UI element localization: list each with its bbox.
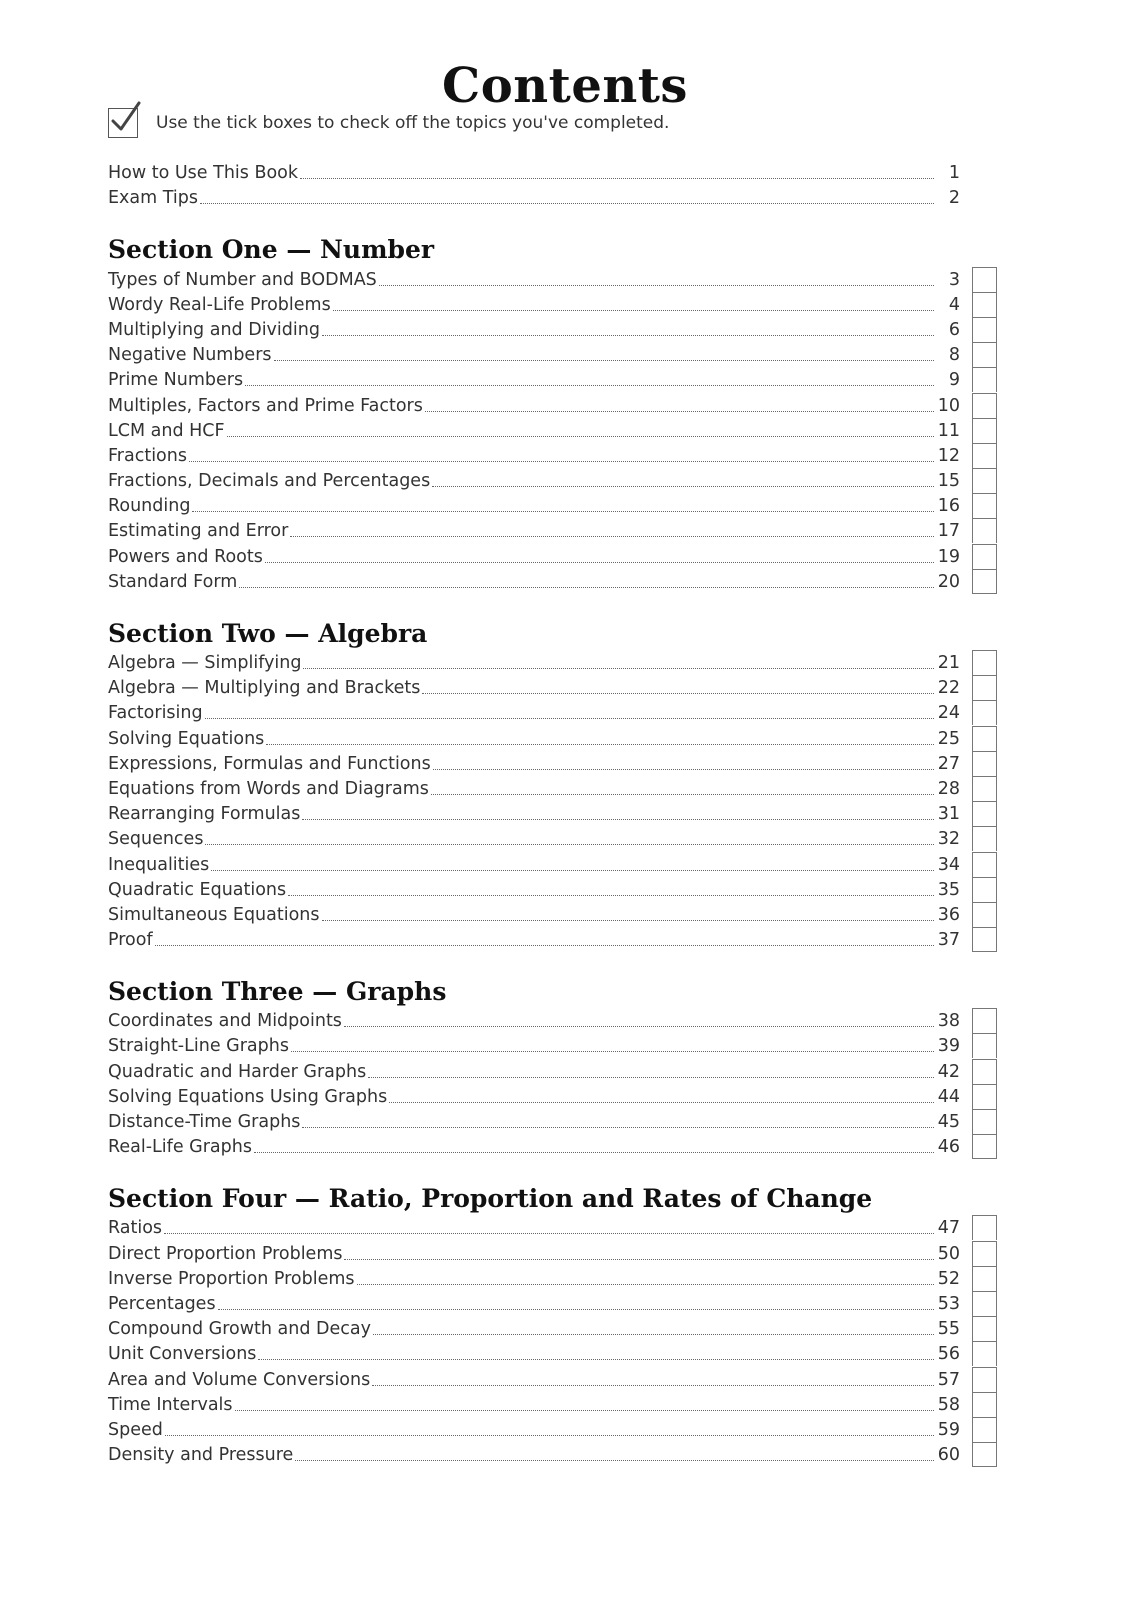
entry-title: Area and Volume Conversions [108,1369,371,1390]
entry-page: 15 [937,471,960,492]
entry-title: Multiples, Factors and Prime Factors [108,395,423,416]
entry-title: Simultaneous Equations [108,904,320,925]
tick-box[interactable] [972,877,997,902]
entry-title: Exam Tips [108,188,198,209]
section-heading: Section Two — Algebra [108,618,428,648]
toc-entry[interactable] [108,1058,998,1083]
entry-title: Inverse Proportion Problems [108,1268,355,1289]
entry-title: Fractions [108,445,187,466]
dot-leader [205,717,934,719]
toc-entry[interactable] [108,443,998,468]
entry-page: 39 [937,1036,960,1057]
tick-box[interactable] [972,393,997,418]
entry-title: Multiplying and Dividing [108,319,320,340]
entry-page: 57 [937,1369,960,1390]
toc-entry[interactable] [108,1341,998,1366]
dot-leader [300,177,934,179]
toc-entry-how-to-use[interactable] [108,160,998,185]
tick-box[interactable] [972,1367,997,1392]
toc-entry[interactable] [108,1316,998,1341]
entry-page: 46 [937,1137,960,1158]
dot-leader [302,818,934,820]
tick-box[interactable] [972,544,997,569]
section-heading: Section One — Number [108,235,435,265]
entry-title: Inequalities [108,854,210,875]
instruction-text: Use the tick boxes to check off the topics you've completed. [156,113,670,133]
entry-title: Unit Conversions [108,1344,257,1365]
dot-leader [344,1258,934,1260]
dot-leader [266,743,934,745]
entry-page: 47 [937,1218,960,1239]
entry-title: Real-Life Graphs [108,1137,252,1158]
entry-page: 32 [937,829,960,850]
toc-entry[interactable] [108,1442,998,1467]
entry-page: 22 [937,678,960,699]
dot-leader [254,1151,934,1153]
dot-leader [303,667,934,669]
entry-page: 36 [937,904,960,925]
toc-entry[interactable] [108,569,998,594]
entry-page: 10 [937,395,960,416]
entry-title: Negative Numbers [108,345,272,366]
entry-page: 52 [937,1268,960,1289]
entry-page: 1 [948,163,960,184]
toc-entry[interactable] [108,1240,998,1265]
section-heading: Section Three — Graphs [108,977,447,1007]
dot-leader [422,692,934,694]
tick-box[interactable] [972,1392,997,1417]
toc-entry[interactable] [108,342,998,367]
entry-title: Speed [108,1419,163,1440]
entry-page: 60 [937,1445,960,1466]
toc-entry[interactable] [108,292,998,317]
entry-title: Rearranging Formulas [108,804,301,825]
entry-page: 25 [937,728,960,749]
toc-entry[interactable] [108,650,998,675]
tick-box[interactable] [972,443,997,468]
toc-entry[interactable] [108,518,998,543]
entry-page: 6 [948,319,960,340]
tick-box[interactable] [972,726,997,751]
entry-title: Distance-Time Graphs [108,1112,301,1132]
section-1 [108,234,998,593]
entry-title: Standard Form [108,571,238,592]
dot-leader [290,535,934,537]
dot-leader [164,1232,934,1234]
entry-page: 56 [937,1344,960,1365]
toc-entry[interactable] [108,902,998,927]
tick-box[interactable] [972,927,997,952]
entry-page: 42 [937,1061,960,1082]
tick-box[interactable] [972,1033,997,1058]
entry-title: Solving Equations Using Graphs [108,1086,388,1107]
dot-leader [379,284,934,286]
entry-title: Algebra — Multiplying and Brackets [108,678,421,699]
tick-box[interactable] [972,292,997,317]
entry-page: 50 [937,1243,960,1264]
dot-leader [265,561,934,563]
entry-title: Algebra — Simplifying [108,653,302,673]
toc-entry[interactable] [108,1291,998,1316]
dot-leader [274,359,934,361]
entry-title: Straight-Line Graphs [108,1036,289,1057]
tick-box[interactable] [972,751,997,776]
entry-page: 59 [937,1419,960,1440]
toc-entry[interactable] [108,927,998,952]
entry-title: Equations from Words and Diagrams [108,778,429,799]
toc-entry[interactable] [108,493,998,518]
dot-leader [227,435,934,437]
entry-page: 2 [948,188,960,209]
tick-box[interactable] [972,1442,997,1467]
toc-entry[interactable] [108,751,998,776]
toc-entry[interactable] [108,418,998,443]
entry-title: Direct Proportion Problems [108,1243,343,1264]
toc-entry[interactable] [108,392,998,417]
entry-page: 35 [937,879,960,900]
tick-box[interactable] [972,675,997,700]
toc-entry[interactable] [108,1134,998,1159]
intro-entries [108,160,998,210]
section-heading: Section Four — Ratio, Proportion and Rates of Change [108,1184,873,1214]
tick-box[interactable] [972,700,997,725]
dot-leader [295,1459,934,1461]
toc-entry[interactable] [108,851,998,876]
entry-page: 19 [937,546,960,567]
toc-entry[interactable] [108,1266,998,1291]
dot-leader [431,793,934,795]
tick-box[interactable] [972,1109,997,1134]
entry-title: Rounding [108,496,191,517]
tick-box[interactable] [972,342,997,367]
tick-box[interactable] [972,518,997,543]
toc-entry[interactable] [108,367,998,392]
tick-box[interactable] [972,1215,997,1240]
entry-page: 16 [937,496,960,517]
tick-box[interactable] [972,1417,997,1442]
toc-entry[interactable] [108,1033,998,1058]
toc-entry[interactable] [108,1008,998,1033]
entry-title: Wordy Real-Life Problems [108,294,331,315]
entry-title: Ratios [108,1218,163,1239]
entry-page: 21 [937,653,960,673]
entry-page: 11 [937,420,960,441]
entry-title: Quadratic Equations [108,879,287,900]
entry-page: 44 [937,1086,960,1107]
entry-title: Estimating and Error [108,521,289,542]
entry-title: Prime Numbers [108,370,244,391]
entry-page: 38 [937,1011,960,1032]
toc-entry[interactable] [108,543,998,568]
entry-page: 8 [948,345,960,366]
tick-box[interactable] [972,826,997,851]
toc-entry[interactable] [108,1084,998,1109]
toc-entry[interactable] [108,468,998,493]
dot-leader [333,309,934,311]
dot-leader [368,1076,934,1078]
toc-entry[interactable] [108,317,998,342]
sections-container [108,234,998,1467]
entry-title: Coordinates and Midpoints [108,1011,342,1032]
tick-box[interactable] [972,1134,997,1159]
section-2 [108,618,998,952]
entry-page: 31 [937,804,960,825]
entry-page: 4 [948,294,960,315]
tick-box[interactable] [972,1008,997,1033]
dot-leader [189,460,934,462]
entry-page: 9 [948,370,960,391]
toc-entry[interactable] [108,801,998,826]
entry-page: 45 [937,1112,960,1132]
entry-page: 34 [937,854,960,875]
toc-entry[interactable] [108,826,998,851]
dot-leader [302,1126,934,1128]
section-4 [108,1183,998,1467]
dot-leader [218,1308,934,1310]
entry-title: Expressions, Formulas and Functions [108,753,431,774]
toc-entry[interactable] [108,776,998,801]
entry-title: Factorising [108,703,203,724]
dot-leader [344,1025,934,1027]
table-of-contents [108,160,998,1467]
entry-page: 12 [937,445,960,466]
dot-leader [357,1283,934,1285]
entry-title: Sequences [108,829,204,850]
entry-page: 37 [937,930,960,951]
tick-box[interactable] [972,418,997,443]
entry-page: 20 [937,571,960,592]
toc-entry[interactable] [108,1366,998,1391]
toc-entry[interactable] [108,877,998,902]
dot-leader [205,843,934,845]
tick-box-icon [108,108,138,138]
dot-leader [239,586,934,588]
dot-leader [235,1409,934,1411]
toc-entry[interactable] [108,700,998,725]
tick-box[interactable] [972,852,997,877]
dot-leader [258,1358,934,1360]
dot-leader [245,384,934,386]
toc-entry[interactable] [108,1417,998,1442]
section-3 [108,976,998,1159]
toc-entry[interactable] [108,725,998,750]
entry-title: Fractions, Decimals and Percentages [108,471,431,492]
toc-entry[interactable] [108,1215,998,1240]
entry-page: 27 [937,753,960,774]
entry-title: Types of Number and BODMAS [108,269,377,290]
dot-leader [155,944,934,946]
tick-box[interactable] [972,1341,997,1366]
dot-leader [211,869,934,871]
tick-box[interactable] [972,367,997,392]
tick-box[interactable] [972,317,997,342]
dot-leader [433,768,934,770]
entry-title: Proof [108,930,153,951]
toc-entry[interactable] [108,1109,998,1134]
entry-page: 3 [948,269,960,290]
entry-page: 28 [937,778,960,799]
entry-title: Powers and Roots [108,546,263,567]
toc-entry-exam-tips[interactable] [108,185,998,210]
dot-leader [373,1333,934,1335]
entry-title: Solving Equations [108,728,265,749]
entry-title: How to Use This Book [108,163,299,184]
dot-leader [432,485,934,487]
dot-leader [425,410,934,412]
page-title: Contents [442,58,688,114]
tick-box[interactable] [972,650,997,675]
dot-leader [200,202,934,204]
entry-page: 24 [937,703,960,724]
entry-title: Density and Pressure [108,1445,294,1466]
tick-box[interactable] [972,267,997,292]
tick-box[interactable] [972,1291,997,1316]
dot-leader [372,1384,934,1386]
tick-box[interactable] [972,1266,997,1291]
entry-page: 17 [937,521,960,542]
entry-title: Compound Growth and Decay [108,1319,371,1340]
dot-leader [322,334,934,336]
tick-box[interactable] [972,493,997,518]
tick-box[interactable] [972,1316,997,1341]
toc-entry[interactable] [108,675,998,700]
dot-leader [291,1050,934,1052]
dot-leader [322,919,934,921]
entry-page: 53 [937,1293,960,1314]
toc-entry[interactable] [108,266,998,291]
dot-leader [389,1101,934,1103]
tick-box[interactable] [972,1084,997,1109]
tick-box[interactable] [972,801,997,826]
tick-box[interactable] [972,569,997,594]
tick-box[interactable] [972,1241,997,1266]
tick-box[interactable] [972,1059,997,1084]
entry-page: 58 [937,1394,960,1415]
entry-title: Percentages [108,1293,216,1314]
entry-title: LCM and HCF [108,420,225,441]
tick-box[interactable] [972,776,997,801]
dot-leader [192,510,934,512]
tick-box[interactable] [972,468,997,493]
dot-leader [165,1434,934,1436]
tick-box[interactable] [972,902,997,927]
entry-title: Time Intervals [108,1394,233,1415]
instruction-row [108,108,669,138]
toc-entry[interactable] [108,1392,998,1417]
entry-page: 55 [937,1319,960,1340]
dot-leader [288,894,934,896]
entry-title: Quadratic and Harder Graphs [108,1061,367,1082]
